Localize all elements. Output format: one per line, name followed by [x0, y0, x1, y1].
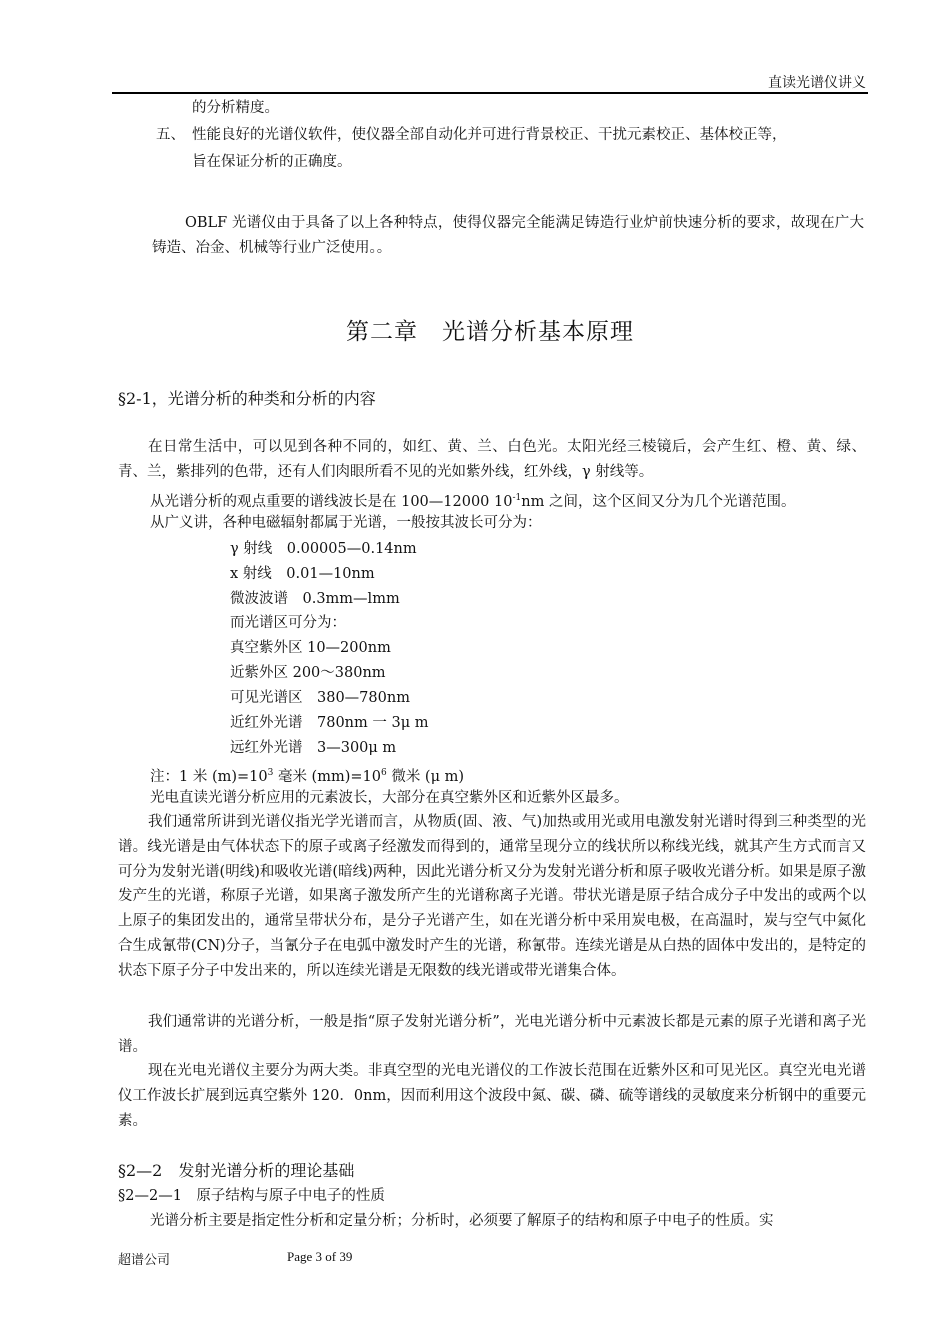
- section-2-1-para6: 我们通常讲的光谱分析，一般是指“原子发射光谱分析”，光电光谱分析中元素波长都是元素的原子光谱和离子光谱。: [118, 1014, 866, 1055]
- section-2-1-para3: 从广义讲，各种电磁辐射都属于光谱，一般按其波长可分为：: [150, 515, 542, 531]
- section-2-2-heading: §2—2 发射光谱分析的理论基础: [118, 1161, 355, 1180]
- running-header-title: 直读光谱仪讲义: [768, 75, 866, 91]
- note-superscript-6: 6: [380, 768, 387, 778]
- para2-suffix: nm 之间，这个区间又分为几个光谱范围。: [521, 493, 796, 510]
- section-2-1-para7: 现在光电光谱仪主要分为两大类。非真空型的光电光谱仪的工作波长范围在近紫外区和可见光区。真空光电光谱仪工作波长扩展到远真空紫外 120．0nm，因而利用这个波段中氮、碳、磷、硫等谱线的灵敏度来分析钢中的重要元素。: [118, 1063, 866, 1129]
- range-item: 近红外光谱 780nm 一 3μ m: [230, 715, 429, 731]
- note-superscript-3: 3: [267, 768, 274, 778]
- range-item: 真空紫外区 10—200nm: [230, 640, 391, 656]
- range-item: 而光谱区可分为：: [230, 615, 346, 631]
- oblf-paragraph: OBLF 光谱仪由于具备了以上各种特点，使得仪器完全能满足铸造行业炉前快速分析的要求，故现在广大铸造、冶金、机械等行业广泛使用。。: [152, 215, 864, 256]
- para2-prefix: 从光谱分析的观点重要的谱线波长是在 100—12000 10: [150, 493, 513, 510]
- section-2-1-para2: [150, 486, 795, 514]
- range-item: 远红外光谱 3—300μ m: [230, 740, 397, 756]
- note-part-a: 注：1 米 (m)=10: [150, 768, 268, 785]
- section-2-1-para4: 光电直读光谱分析应用的元素波长，大部分在真空紫外区和近紫外区最多。: [150, 790, 629, 806]
- list-item-five-line1: 性能良好的光谱仪软件，使仪器全部自动化并可进行背景校正、干扰元素校正、基体校正等，: [192, 127, 787, 143]
- range-item: 微波波谱 0.3mm—lmm: [230, 591, 400, 607]
- subsection-2-2-1-heading: §2—2—1 原子结构与原子中电子的性质: [118, 1188, 385, 1204]
- range-item: γ 射线 0.00005—0.14nm: [230, 541, 417, 557]
- section-2-2-para1: 光谱分析主要是指定性分析和定量分析；分析时，必须要了解原子的结构和原子中电子的性质。实: [150, 1213, 774, 1229]
- section-2-1-heading: §2-1，光谱分析的种类和分析的内容: [118, 389, 376, 408]
- note-part-b: 毫米 (mm)=10: [273, 768, 381, 785]
- range-item: 可见光谱区 380—780nm: [230, 690, 410, 706]
- footer-company: 超谱公司: [118, 1253, 171, 1268]
- header-rule: [112, 92, 868, 94]
- list-item-five-line2: 旨在保证分析的正确度。: [192, 154, 352, 170]
- range-item: x 射线 0.01—10nm: [230, 566, 375, 582]
- intro-precision-line: 的分析精度。: [192, 100, 279, 116]
- section-2-1-para1: 在日常生活中，可以见到各种不同的，如红、黄、兰、白色光。太阳光经三棱镜后，会产生红、橙、黄、绿、青、兰，紫排列的色带，还有人们肉眼所看不见的光如紫外线，红外线，γ 射线等。: [118, 439, 866, 480]
- section-2-1-para5: 我们通常所讲到光谱仪指光学光谱而言，从物质(固、液、气)加热或用光或用电激发射光谱时得到三种类型的光谱。线光谱是由气体状态下的原子或离子经激发而得到的，通常呈现分立的线状所以称线光线，就其产生方式而言又可分为发射光谱(明线)和吸收光谱(暗线)两种，因此光谱分析又分为发射光谱分析和原子吸收光谱分析。如果是原子激发产生的光谱，称原子光谱，如果离子激发所产生的光谱称离子光谱。带状光谱是原子结合成分子中发出的或两个以上原子的集团发出的，通常呈带状分布，是分子光谱产生，如在光谱分析中采用炭电极，在高温时，炭与空气中氮化合生成氰带(CN)分子，当氰分子在电弧中激发时产生的光谱，称氰带。连续光谱是从白热的固体中发出的，是特定的状态下原子分子中发出来的，所以连续光谱是无限数的线光谱或带光谱集合体。: [118, 814, 866, 979]
- footer-page-number: Page 3 of 39: [287, 1249, 353, 1264]
- chapter-title: 第二章 光谱分析基本原理: [346, 319, 634, 345]
- range-item: 近紫外区 200～380nm: [230, 665, 386, 681]
- note-part-c: 微米 (μ m): [386, 768, 465, 785]
- unit-note: [150, 761, 464, 789]
- list-number-five: 五、: [156, 127, 185, 143]
- para2-superscript: -1: [512, 493, 522, 503]
